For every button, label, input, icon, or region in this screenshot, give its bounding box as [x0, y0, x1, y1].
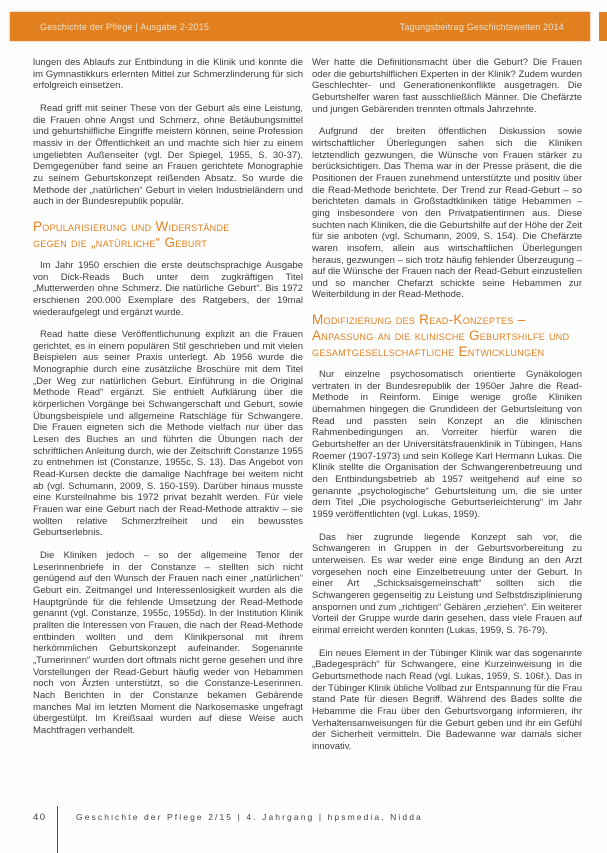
- paragraph: Read griff mit seiner These von der Geburt als eine Leistung, die Frauen ohne Angst und Schmerz, ohne Betäubungsmittel und geburtshilfliche Eingriffe meistern können, seine Profession massiv in der Öffentlichkeit an und machte sich hier zu einem ungeliebten Außenseiter (vgl. Der Spiegel, 1955, S. 30-37). Demgegenüber fand seine an Frauen gerichtete Monographie zu seinem Geburtskonzept reißenden Absatz. So wurde die Methode der „natürlichen“ Geburt in vielen Industrieländern und auch in der Bundesrepublik populär.: [33, 102, 303, 208]
- right-column: [312, 57, 582, 763]
- section-heading-line: Popularisierung und Widerstände: [33, 218, 230, 234]
- section-heading-line: gegen die „natürliche“ Geburt: [33, 234, 208, 250]
- paragraph: Das hier zugrunde liegende Konzept sah vor, die Schwangeren in Gruppen in der Geburtsvorbereitung zu unterweisen. Es war weder eine enge Bindung an den Arzt vorgesehen noch eine Einzelbetreuung unter der Geburt. In einer Art „Schicksalsgemeinschaft“ sollten sich die Schwangeren gegenseitig zu Leistung und Selbstdisziplinierung anspornen und zum „richtigen“ Gebären „erziehen“. Ein weiterer Vorteil der Gruppe wurde darin gesehen, dass viele Frauen auf einmal erreicht werden konnten (Lukas, 1959, S. 76-79).: [312, 531, 582, 636]
- page-number: 40: [33, 812, 47, 823]
- footer-divider: [57, 806, 58, 853]
- paragraph: Im Jahr 1950 erschien die erste deutschsprachige Ausgabe von Dick-Reads Buch unter dem zugkräftigen Titel „Mutterwerden ohne Schmerz. Die natürliche Geburt“. Bis 1972 erschienen 200.000 Exemplare des Ratgebers, der 19mal wiederaufgelegt und ergänzt wurde.: [33, 259, 303, 318]
- footer-journal-info: Geschichte der Pflege 2/15 | 4. Jahrgang | hpsmedia, Nidda: [76, 812, 423, 822]
- paragraph: Nur einzelne psychosomatisch orientierte Gynäkologen vertraten in der Bundesrepublik der 1950er Jahre die Read-Methode in Reinform. Einige wenige große Kliniken übernahmen hingegen die Grundideen der Geburtsleitung von Read und passten sein Konzept an die klinischen Rahmenbedingungen an. Vorreiter hierfür waren die Geburtshelfer an der Universitätsfrauenklinik in Tübingen, Hans Roemer (1907-1973) und sein Kollege Karl Hermann Lukas. Die Klinik stellte die Organisation der Schwangerenbetreuung und den Entbindungsbetrieb ab 1957 weitgehend auf eine so genannte „psychologische“ Geburtsleitung um, die sie unter dem Titel „Die psychologische Geburtserleichterung“ im Jahr 1959 veröffentlichten (vgl. Lukas, 1959).: [312, 369, 582, 520]
- section-heading-line: gesamtgesellschaftliche Entwicklungen: [312, 344, 545, 360]
- paragraph: lungen des Ablaufs zur Entbindung in die Klinik und konnte die im Gymnastikkurs erlernten Mittel zur Schmerzlinderung für sich erfolgreich einsetzen.: [33, 57, 303, 92]
- section-heading: [312, 312, 582, 360]
- article-body: [33, 57, 582, 763]
- paragraph: Ein neues Element in der Tübinger Klinik war das sogenannte „Badegespräch“ für Schwangere, eine Kurzeinweisung in die Geburtsmethode nach Read (vgl. Lukas, 1959, S. 106f.). Das in der Tübinger Klinik übliche Vollbad zur Entspannung für die Frau stand Pate für diesen Begriff. Während des Bades sollte die Hebamme die Frau über den Geburtsvorgang informieren, ihr Verhaltensanweisungen für die Geburt geben und ihr ein Gefühl der Sicherheit vermitteln. Die Badewanne war damals sicher innovativ.: [312, 647, 582, 752]
- paragraph: Wer hatte die Definitionsmacht über die Geburt? Die Frauen oder die geburtshilflichen Experten in der Klinik? Zudem wurden Geschlechter- und Generationenkonflikte ausgetragen. Die Geburtshelfer waren fast ausschließlich Männer. Die Chefärzte und jungen Gebärenden trennten oftmals Jahrzehnte.: [312, 57, 582, 115]
- page-header-bar: [10, 12, 590, 41]
- left-column: [33, 57, 303, 763]
- section-heading-line: Modifizierung des Read-Konzeptes –: [312, 312, 526, 328]
- section-heading: [33, 219, 303, 251]
- section-heading-line: Anpassung an die klinische Geburtshilfe und: [312, 328, 570, 344]
- paragraph: Read hatte diese Veröffentlichunung explizit an die Frauen gerichtet, es in einem populären Stil geschrieben und mit vielen Beispielen aus seiner Praxis unterlegt. Ab 1956 wurde die Monographie durch eine zusätzliche Broschüre mit dem Titel „Der Weg zur natürlichen Geburt. Einführung in die Original Methode Read“ ergänzt. Sie enthielt Aufklärung über die körperlichen Vorgänge bei Schwangerschaft und Geburt, sowie Übungsbeispiele und allgemeine Ratschläge für Schwangere. Die Frauen eigneten sich die Methode vielfach nur über das Lesen des Buches an und führten die Übungen nach der schriftlichen Anleitung durch, wie der Zeitschrift Constanze 1955 zu entnehmen ist (Constanze, 1955c, S. 13). Das Angebot von Read-Kursen deckte die damalige Nachfrage bei weitem nicht ab (vgl. Schumann, 2009, S. 150-159). Darüber hinaus musste eine Kursteilnahme bis 1972 privat bezahlt werden. Für viele Frauen war eine Geburt nach der Read-Methode attraktiv – sie wollten relative Schmerzfreiheit und ein bewusstes Geburtserlebnis.: [33, 329, 303, 539]
- facing-page-bleed: [599, 12, 607, 41]
- paragraph: Aufgrund der breiten öffentlichen Diskussion sowie wirtschaftlicher Überlegungen sahen sich die Kliniken letztendlich gezwungen, die Wünsche von Frauen stärker zu berücksichtigen. Das Thema war in der Presse präsent, die die Positionen der Frauen zunehmend unterstützte und positiv über die Read-Methode berichtete. Der Trend zur Read-Geburt – so berichteten damals in Großstadtkliniken tätige Hebammen – ging insbesondere von den Privatpatientinnen aus. Diese suchten nach Kliniken, die die Geburtshilfe auf der Höhe der Zeit für sie anboten (vgl. Schumann, 2009, S. 154). Die Chefärzte waren insofern, allein aus wirtschaftlichen Überlegungen heraus, gezwungen – sich trotz häufig fehlender Überzeugung – auf die Wünsche der Frauen nach der Read-Geburt einzustellen und so mancher Chefarzt schickte seine Hebammen zur Weiterbildung in der Read-Methode.: [312, 126, 582, 301]
- header-journal-title: Geschichte der Pflege | Ausgabe 2-2015: [40, 21, 210, 32]
- paragraph: Die Kliniken jedoch – so der allgemeine Tenor der Leserinnenbriefe in der Constanze – stellten sich nicht genügend auf den Wunsch der Frauen nach einer „natürlichen“ Geburt ein. Zeitmangel und Interessenlosigkeit wurden als die Hauptgründe für die fehlende Umsetzung der Read-Methode genannt (vgl. Constanze, 1955c, 1955d). In der Institution Klinik prallten die Interessen von Frauen, die nach der Read-Methode entbinden wollten und dem Klinikpersonal mit ihrem herkömmlichen Geburtskonzept aufeinander. Sogenannte „Turnerinnen“ wurden dort oftmals nicht gerne gesehen und ihre Vorstellungen der Read-Geburt häufig weder von Hebammen noch von Ärzten unterstützt, so die Constanze-Leserinnen. Nach Berichten in der Constanze bekamen Gebärende manches Mal im letzten Moment die Narkosemaske ungefragt übergestülpt. Im Kreißsaal wurden auf diese Weise auch Machtfragen verhandelt.: [33, 549, 303, 736]
- page-footer: [33, 806, 582, 853]
- header-section-title: Tagungsbeitrag Geschichtswelten 2014: [399, 21, 564, 32]
